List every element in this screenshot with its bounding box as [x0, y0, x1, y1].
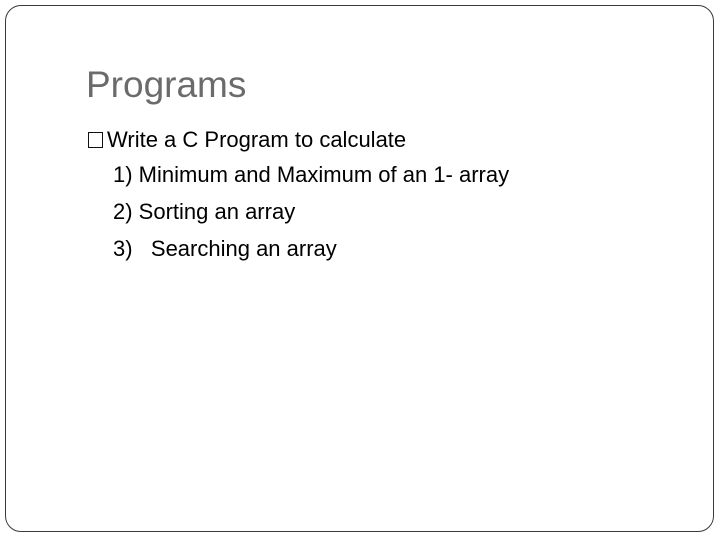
bullet-item [88, 124, 509, 156]
slide-body [88, 124, 509, 267]
list-item-searching: 3) Searching an array [113, 236, 337, 261]
slide-title: Programs [86, 64, 247, 105]
slide-frame [5, 5, 714, 532]
bullet-text: Write a C Program to calculate [107, 127, 407, 152]
list-item-sorting: 2) Sorting an array [113, 199, 296, 224]
list-item-minmax: 1) Minimum and Maximum of an 1- array [113, 162, 510, 187]
square-bullet-icon [88, 132, 103, 148]
